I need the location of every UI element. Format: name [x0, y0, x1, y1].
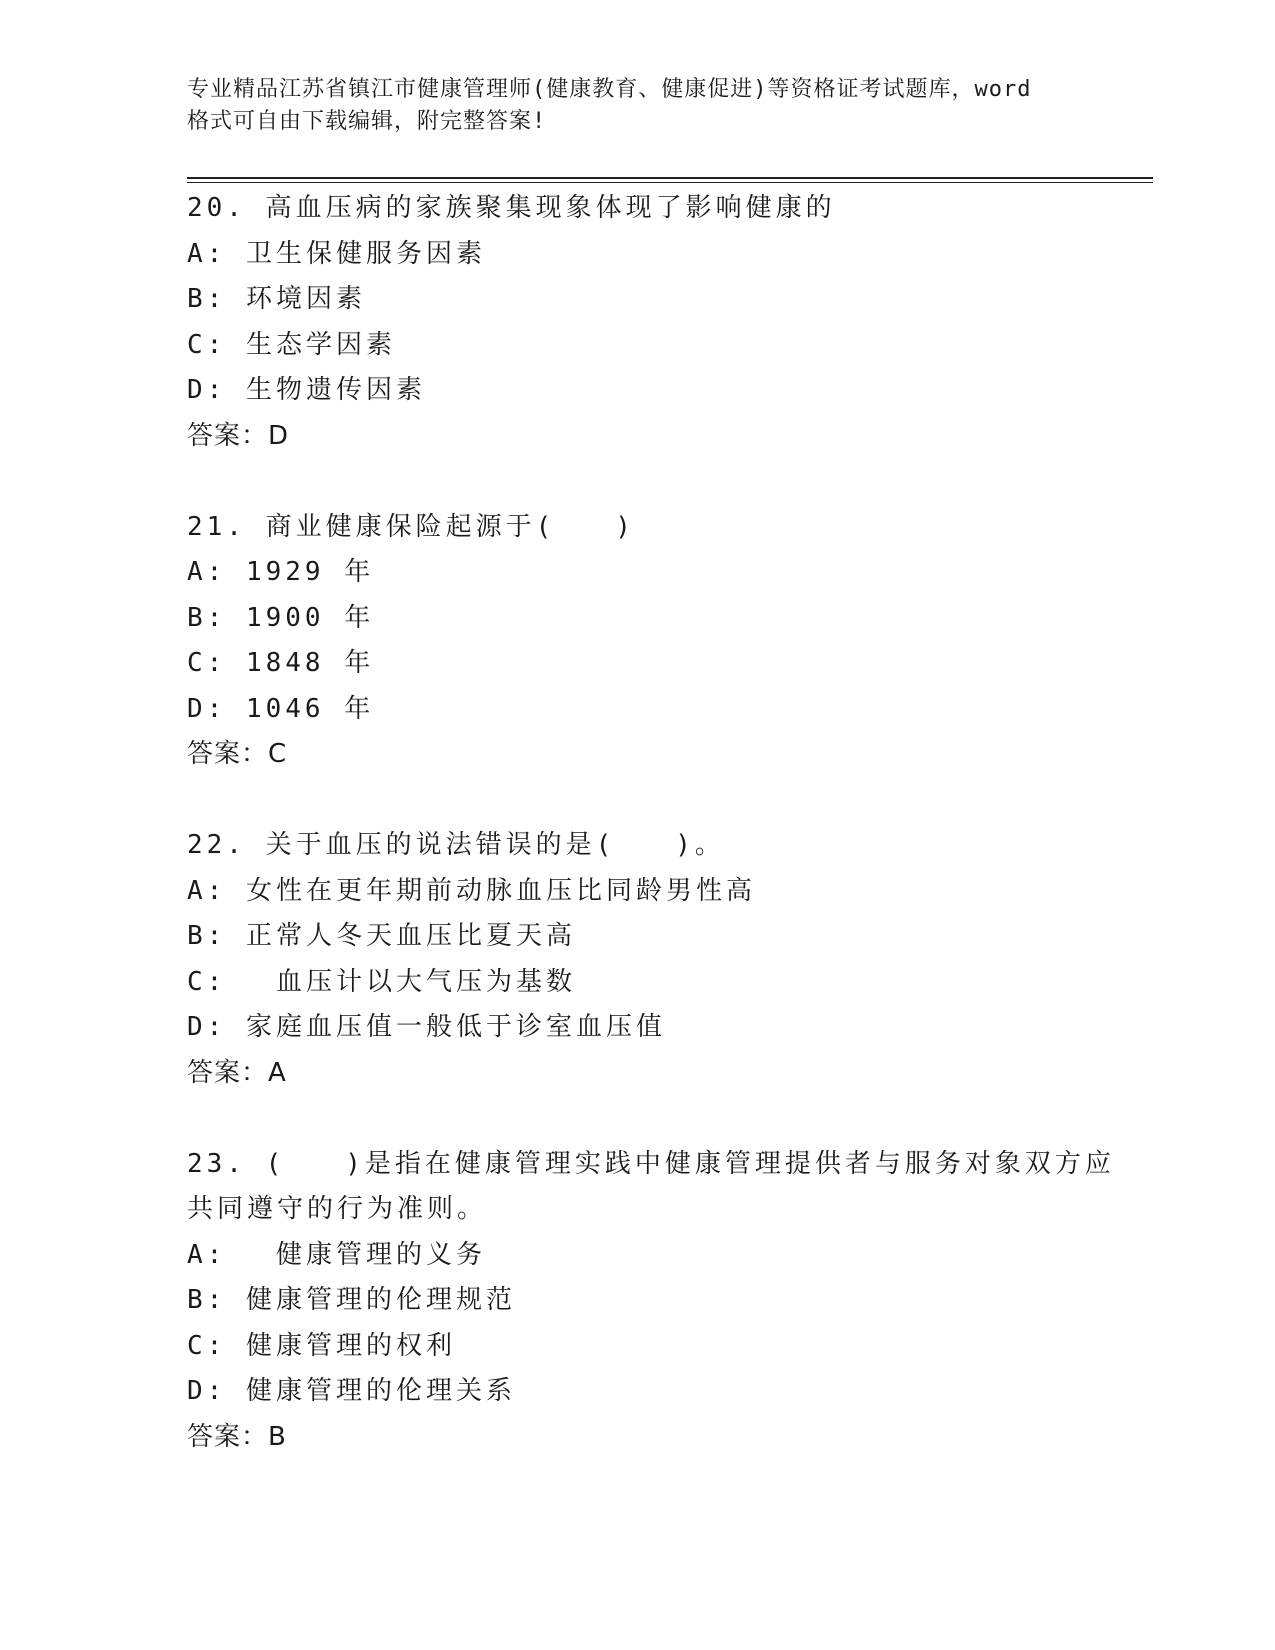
answer-line: 答案：A [187, 1057, 287, 1088]
question-spacer [187, 1096, 1147, 1142]
question-stem: 23. ( )是指在健康管理实践中健康管理提供者与服务对象双方应 [187, 1148, 1115, 1179]
header-divider-thin [187, 182, 1153, 183]
document-header [187, 74, 1087, 138]
option-a: A: 女性在更年期前动脉血压比同龄男性高 [187, 875, 756, 906]
option-d: D: 1046 年 [187, 693, 375, 724]
answer-line: 答案：C [187, 739, 288, 769]
question-stem: 20. 高血压病的家族聚集现象体现了影响健康的 [187, 193, 836, 223]
option-a: A: 卫生保健服务因素 [187, 238, 486, 269]
question-stem-continued: 共同遵守的行为准则。 [187, 1194, 488, 1224]
option-d: D: 健康管理的伦理关系 [187, 1376, 516, 1406]
question-stem: 22. 关于血压的说法错误的是( )。 [187, 830, 725, 860]
header-divider-thick [187, 177, 1153, 179]
option-a: A: 健康管理的义务 [187, 1239, 486, 1270]
option-b: B: 环境因素 [187, 284, 366, 314]
option-c: C: 血压计以大气压为基数 [187, 966, 576, 997]
header-line-1: 专业精品江苏省镇江市健康管理师(健康教育、健康促进)等资格证考试题库，word [187, 77, 1032, 102]
question-stem: 21. 商业健康保险起源于( ) [187, 511, 635, 542]
option-c: C: 健康管理的权利 [187, 1330, 456, 1361]
question-list [187, 186, 1147, 1460]
answer-line: 答案：B [187, 1421, 287, 1452]
question-item [187, 186, 1147, 459]
answer-line: 答案：D [187, 420, 290, 451]
option-b: B: 1900 年 [187, 602, 375, 633]
option-b: B: 正常人冬天血压比夏天高 [187, 921, 576, 951]
option-d: D: 生物遗传因素 [187, 375, 426, 405]
header-line-2: 格式可自由下载编辑，附完整答案! [187, 109, 547, 134]
question-spacer [187, 778, 1147, 824]
question-item [187, 505, 1147, 778]
question-spacer [187, 459, 1147, 505]
option-c: C: 1848 年 [187, 648, 375, 678]
question-item [187, 1142, 1147, 1461]
option-d: D: 家庭血压值一般低于诊室血压值 [187, 1012, 666, 1042]
question-item [187, 823, 1147, 1096]
option-a: A: 1929 年 [187, 557, 375, 587]
option-b: B: 健康管理的伦理规范 [187, 1285, 516, 1315]
option-c: C: 生态学因素 [187, 329, 396, 360]
